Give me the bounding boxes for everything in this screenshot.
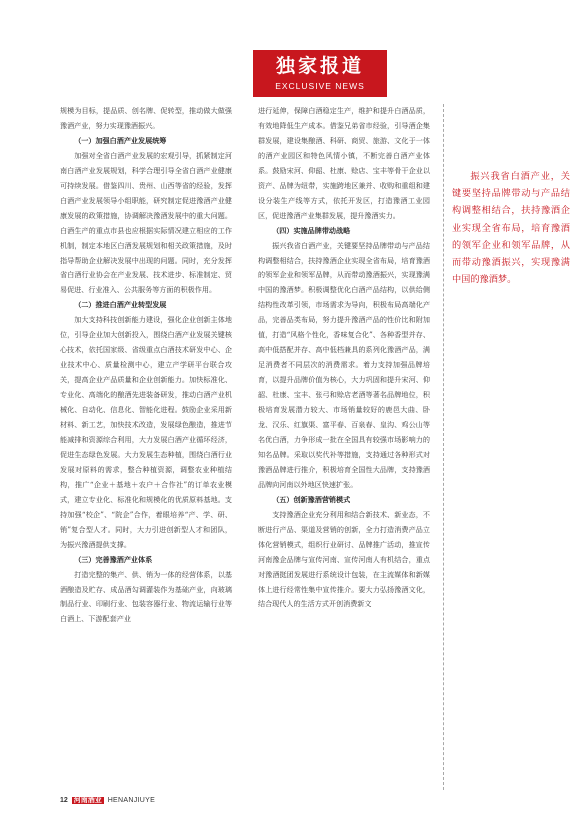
section-heading: （四）实施品牌带动战略 bbox=[272, 225, 351, 235]
paragraph: 加大支持科技创新能力建设，强化企业创新主体地位，引导企业加大创新投入，围绕白酒产业发展关键核心技术，依托国家级、省级重点白酒技术研发中心、企业技术中心、质量检测中心，建立产学研平台联合攻关，提高企业产品质量和企业创新能力。加快标准化、专业化、高端化的酿酒先进装备研发，推动白酒产业机械化、自动化、信息化、智能化进程。鼓励企业采用新材料、新工艺，加快技术改造，发展绿色酿造，推进节能减排和资源综合利用，大力发展白酒产业循环经济，促进生态绿色发展。大力发展生态种植，围绕白酒行业发展对原料的需求，整合种植资源，调整农业种植结构，推广“企业＋基地＋农户＋合作社”的订单农业模式，建立专业化、标准化和规模化的优质原料基地。支持加强“校企”、“院企”合作，着眼培养“产、学、研、销”复合型人才。同时，大力引进创新型人才和团队，为振兴豫酒提供支撑。 bbox=[60, 315, 232, 549]
page-number: 12 bbox=[60, 797, 68, 804]
paragraph: 加强对全省白酒产业发展的宏观引导，抓紧制定河南白酒产业发展规划，科学合理引导全省白酒产业健康可持续发展。借鉴四川、贵州、山西等省的经验，发挥白酒产业发展领导小组职能，研究制定促进豫酒产业健康发展的政策措施，协调解决豫酒发展中的重大问题。白酒生产的重点市县也应根据实际情况建立相应的工作机制，制定本地区白酒发展规划和相关政策措施，及时指导帮助企业解决发展中出现的问题。同时，充分发挥省白酒行业协会在产业发展、技术进步、标准制定、贸易促进、行业准入、公共服务等方面的积极作用。 bbox=[60, 150, 232, 295]
section-title-cn: 独家报道 bbox=[275, 55, 364, 77]
paragraph: 规模为目标，提品质、创名牌、促转型，推动做大做强豫酒产业，努力实现豫酒振兴。 bbox=[60, 106, 232, 130]
paragraph: 振兴我省白酒产业，关键要坚持品牌带动与产品结构调整相结合，扶持豫酒企业实现全省布局，培育豫酒的领军企业和领军品牌，从而带动豫酒振兴，实现豫满中国的豫酒梦。积极调整优化白酒产品结构，以供给侧结构性改革引领，市场需求为导向，积极布局高端化产品，完善品类布局，努力提升豫酒产品的性价比和附加值，打造“风格个性化，香味复合化”、各种香型并存、高中低搭配并存、高中低档兼具的系列化豫酒产品，满足消费者不同层次的消费需求。着力支持加强品牌培育，以提升品牌价值为核心，大力巩固和提升宋河、仰韶、杜康、宝丰、张弓和赊店老酒等著名品牌地位，积极培育发展潜力较大、市场销量较好的鹿邑大曲、卧龙、汉乐、红旗渠、富平春、百泉春、皇沟、鸡公山等名优白酒，力争形成一批在全国具有较强市场影响力的知名品牌。采取以奖代补等措施，支持通过各种形式对豫酒品牌进行推介，积极培育全国性大品牌，支持豫酒品牌向河南以外地区快速扩张。 bbox=[258, 240, 430, 489]
article-column-middle bbox=[258, 104, 430, 790]
paragraph: 进行延伸，保障白酒稳定生产，维护和提升白酒品质，有效地降低生产成本。借鉴兄弟省市经验，引导酒企集群发展，建设集酿酒、科研、商贸、旅游、文化于一体的酒产业园区和特色风情小镇，不断完善白酒产业体系。鼓励宋河、仰韶、杜康、赊店、宝丰等骨干企业以资产、品牌为纽带，实施跨地区兼并、收购和重组和建设分装生产线等方式，依托开发区，打造豫酒工业园区，促进豫酒产业集群发展，提升豫酒实力。 bbox=[258, 106, 430, 220]
paragraph: 支持豫酒企业充分利用和结合新技术、新业态，不断进行产品、渠道及营销的创新，全力打造消费产品立体化营销模式，组织行业研讨、品牌推广活动，推宣传河南豫企品牌与宣传河南、宣传河南人有机结合，重点对豫酒挺团发展进行系统设计包装，在主流媒体和新媒体上进行经常性集中宣传推介。要大力弘扬豫酒文化，结合现代人的生活方式开创消费新文 bbox=[258, 509, 430, 609]
column-divider bbox=[443, 104, 444, 790]
paragraph: 打造完整的集产、供、销为一体的经营体系，以基酒酿造及贮存、成品酒勾调灌装作为基础产业，向玻璃制品行业、印刷行业、包装容器行业、物流运输行业等白酒上、下游配套产业 bbox=[60, 569, 232, 624]
article-column-left bbox=[60, 104, 232, 790]
pull-quote: 振兴我省白酒产业，关键要坚持品牌带动与产品结构调整相结合，扶持豫酒企业实现全省布局，培育豫酒的领军企业和领军品牌，从而带动豫酒振兴，实现豫满中国的豫酒梦。 bbox=[452, 171, 570, 286]
magazine-brand: HENANJIUYE bbox=[107, 797, 156, 804]
section-title-en: EXCLUSIVE NEWS bbox=[275, 81, 365, 91]
section-heading: （二）推进白酒产业转型发展 bbox=[74, 300, 167, 310]
section-header bbox=[253, 50, 387, 97]
magazine-badge: 河南酒业 bbox=[73, 797, 102, 804]
section-heading: （三）完善豫酒产业体系 bbox=[74, 554, 153, 564]
page-footer bbox=[60, 795, 155, 807]
section-heading: （一）加强白酒产业发展统筹 bbox=[74, 135, 167, 145]
section-heading: （五）创新豫酒营销模式 bbox=[272, 494, 351, 504]
